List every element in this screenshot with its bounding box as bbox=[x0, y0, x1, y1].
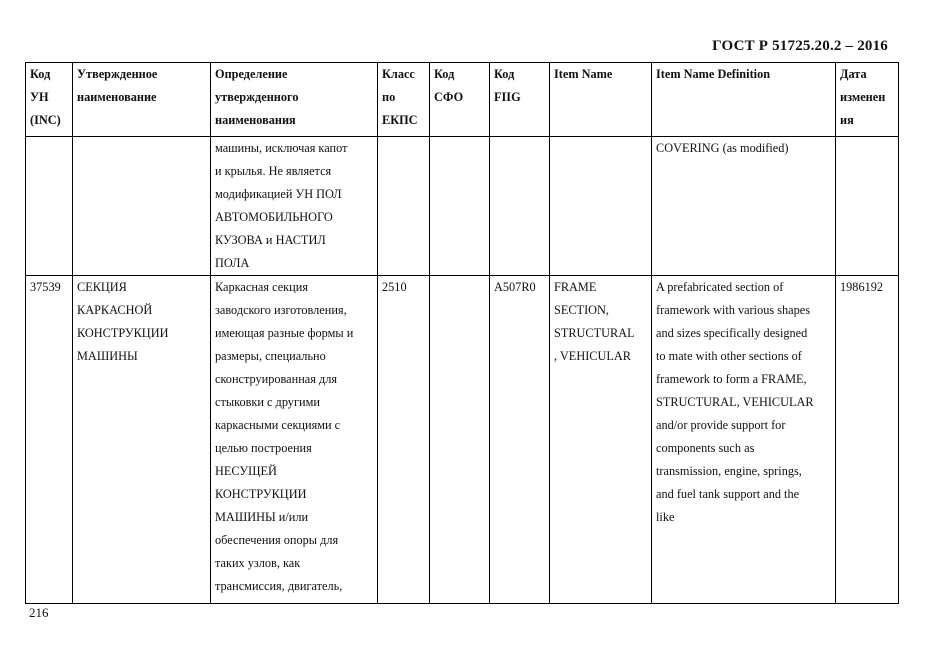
col-header-code-fiig: Код FIIG bbox=[490, 63, 550, 137]
table-row bbox=[26, 137, 899, 276]
cell-class-ekps: 2510 bbox=[378, 276, 430, 604]
col-header-inc: Код УН (INC) bbox=[26, 63, 73, 137]
cell-approved-name bbox=[73, 137, 211, 276]
col-header-definition: Определение утвержденного наименования bbox=[211, 63, 378, 137]
cell-definition: Каркасная секция заводского изготовления, имеющая разные формы и размеры, специально сконструированная для стыковки с другими каркасными секциями с целью построения НЕСУЩЕЙ КОНСТРУКЦИИ МАШИНЫ и/или обеспечения опоры для таких узлов, как трансмиссия, двигатель, bbox=[211, 276, 378, 604]
catalog-table bbox=[25, 62, 899, 604]
col-header-class-ekps: Класс по ЕКПС bbox=[378, 63, 430, 137]
header-row bbox=[26, 63, 899, 137]
col-header-item-name: Item Name bbox=[550, 63, 652, 137]
cell-code-sfo bbox=[430, 276, 490, 604]
cell-inc: 37539 bbox=[26, 276, 73, 604]
table-row bbox=[26, 276, 899, 604]
cell-inc bbox=[26, 137, 73, 276]
cell-item-name-definition: A prefabricated section of framework with various shapes and sizes specifically designed to mate with other sections of framework to form a FRAME, STRUCTURAL, VEHICULAR and/or provide support for components such as transmission, engine, springs, and fuel tank support and the like bbox=[652, 276, 836, 604]
cell-item-name bbox=[550, 137, 652, 276]
cell-code-fiig bbox=[490, 137, 550, 276]
cell-definition: машины, исключая капот и крылья. Не является модификацией УН ПОЛ АВТОМОБИЛЬНОГО КУЗОВА и НАСТИЛ ПОЛА bbox=[211, 137, 378, 276]
page-number: 216 bbox=[29, 605, 49, 620]
cell-code-fiig: A507R0 bbox=[490, 276, 550, 604]
cell-item-name: FRAME SECTION, STRUCTURAL , VEHICULAR bbox=[550, 276, 652, 604]
col-header-item-name-definition: Item Name Definition bbox=[652, 63, 836, 137]
cell-change-date: 1986192 bbox=[836, 276, 899, 604]
col-header-code-sfo: Код СФО bbox=[430, 63, 490, 137]
cell-change-date bbox=[836, 137, 899, 276]
cell-approved-name: СЕКЦИЯ КАРКАСНОЙ КОНСТРУКЦИИ МАШИНЫ bbox=[73, 276, 211, 604]
col-header-change-date: Дата изменен ия bbox=[836, 63, 899, 137]
cell-class-ekps bbox=[378, 137, 430, 276]
cell-item-name-definition: COVERING (as modified) bbox=[652, 137, 836, 276]
document-code: ГОСТ Р 51725.20.2 – 2016 bbox=[712, 38, 888, 54]
cell-code-sfo bbox=[430, 137, 490, 276]
col-header-approved-name: Утвержденное наименование bbox=[73, 63, 211, 137]
